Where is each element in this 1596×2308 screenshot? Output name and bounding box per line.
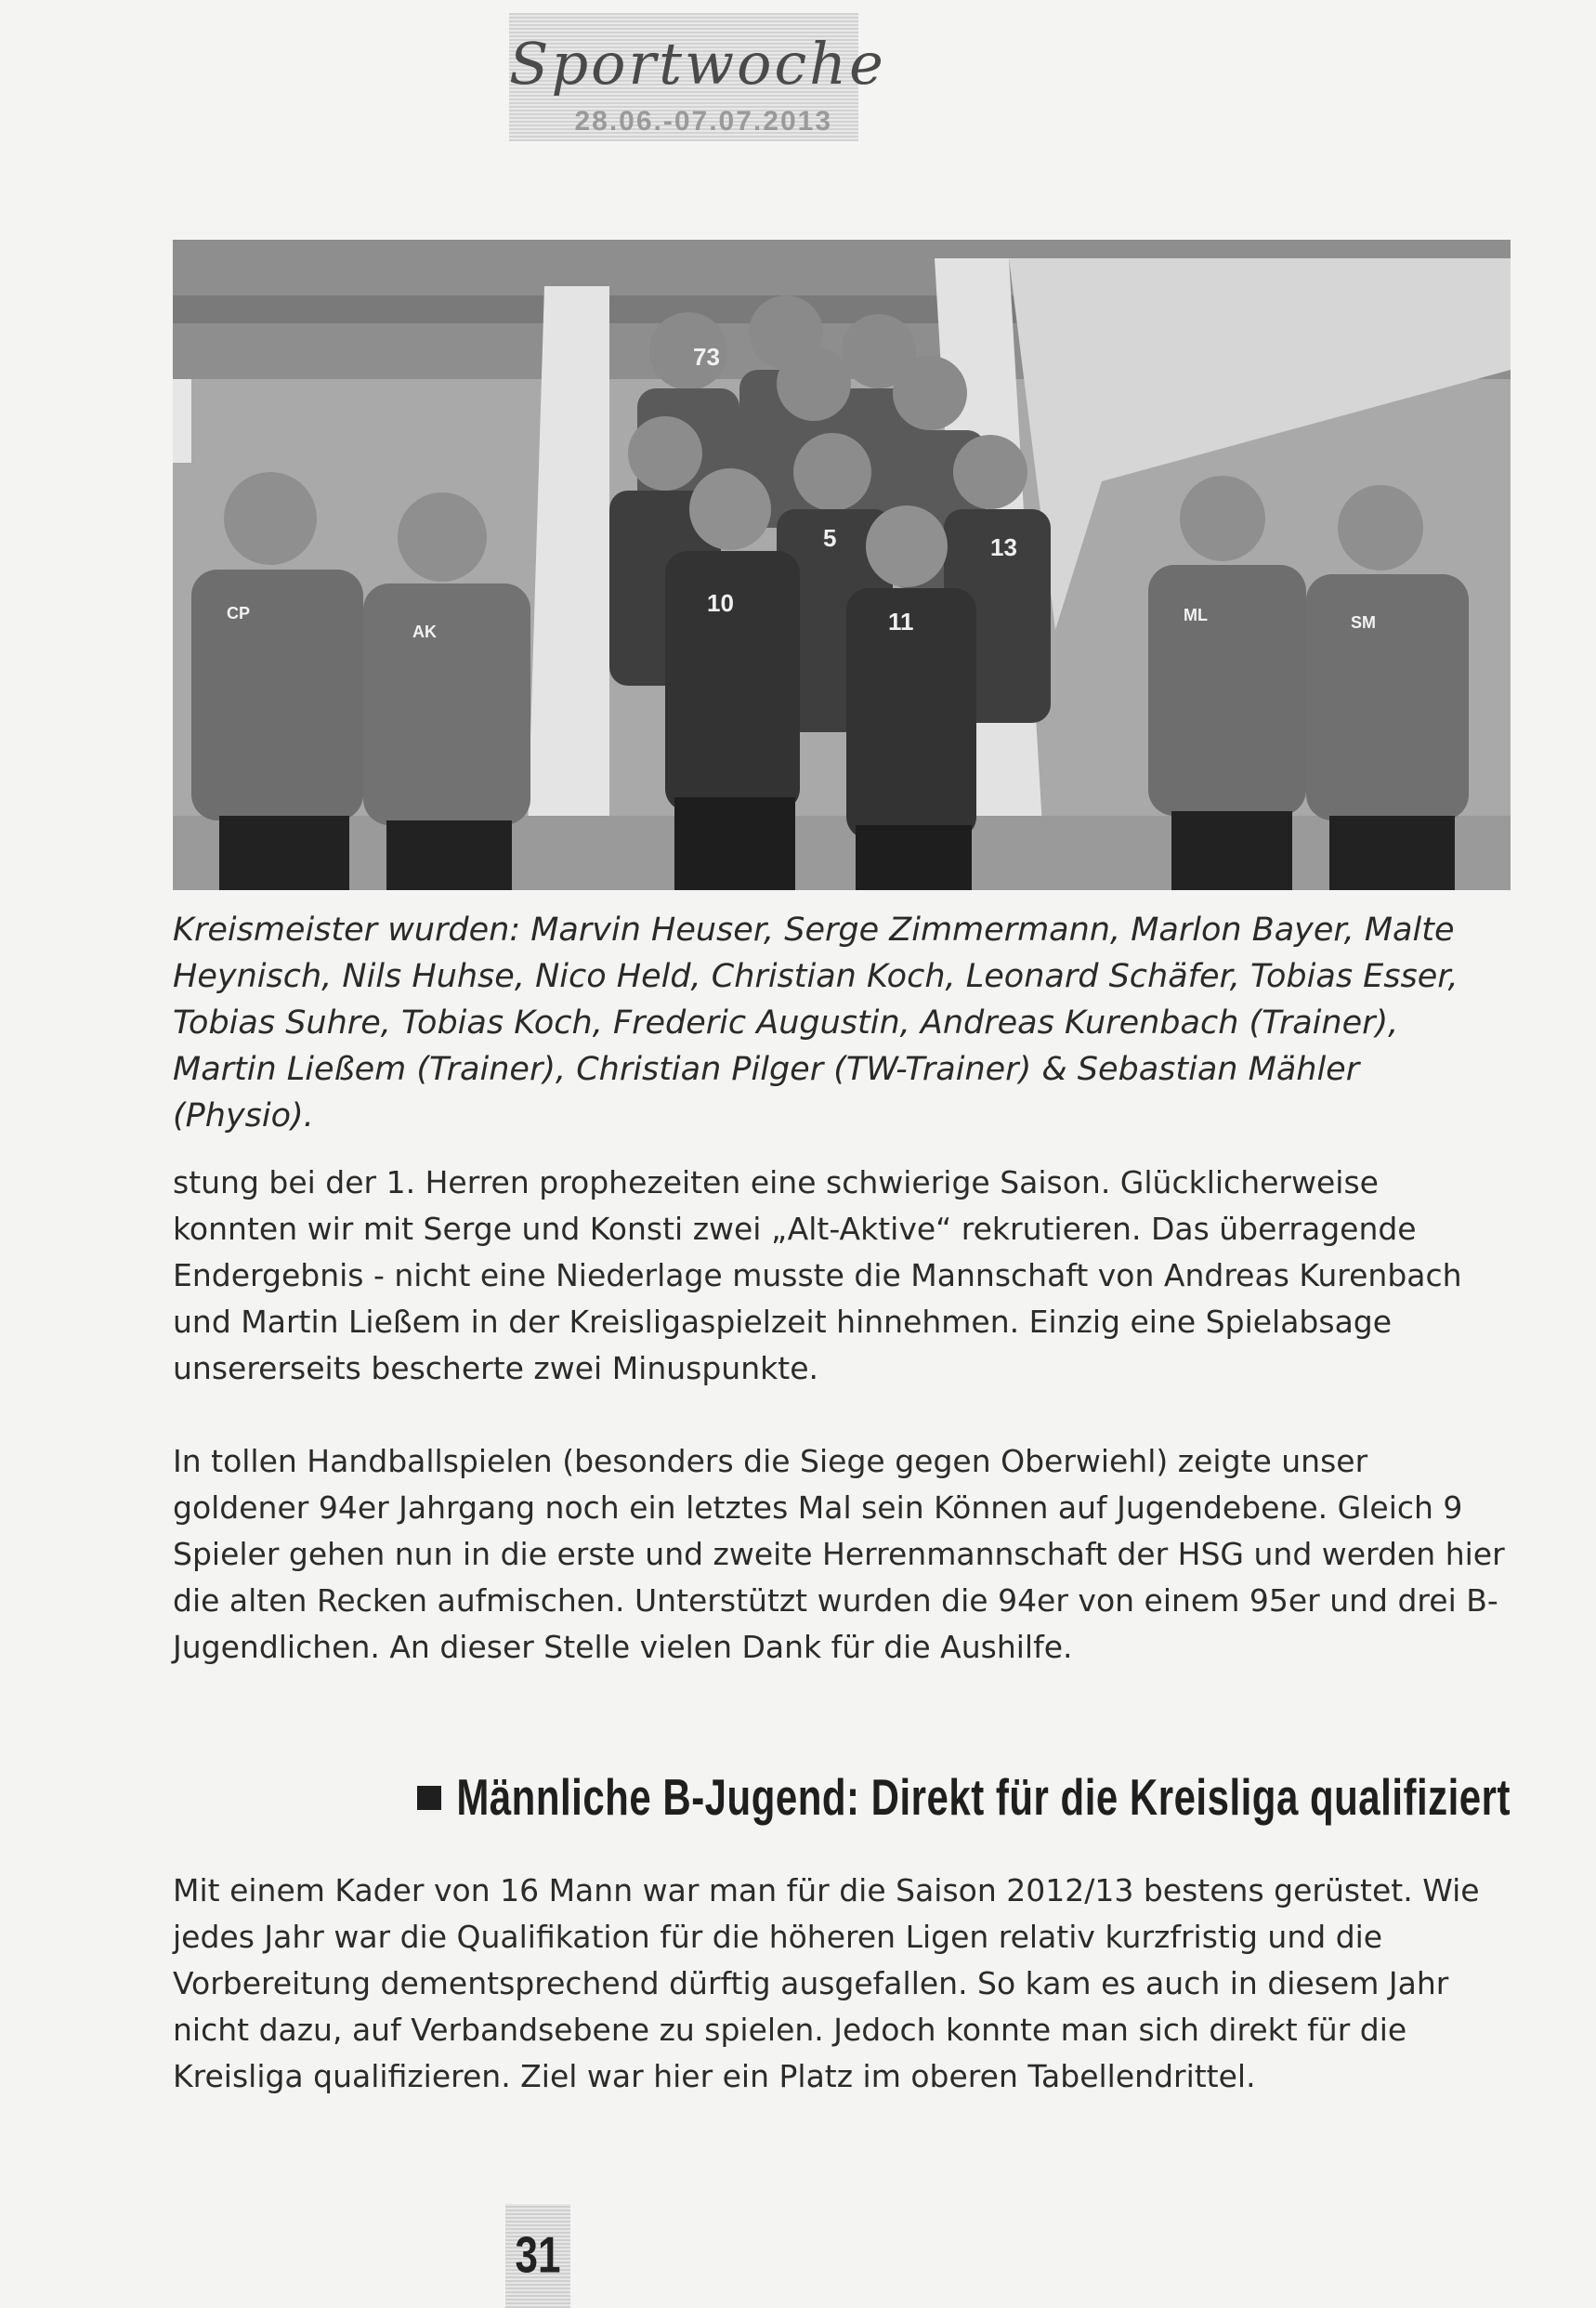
square-bullet-icon xyxy=(417,1786,441,1810)
shirt-initials-ml: ML xyxy=(1184,606,1208,624)
team-photo-illustration xyxy=(173,240,1511,890)
page-number-box xyxy=(505,2204,570,2308)
header-title: Sportwoche xyxy=(509,30,886,98)
header-banner xyxy=(509,13,886,141)
body-paragraph: In tollen Handballspielen (besonders die Siege gegen Oberwiehl) zeigte unser goldener 94er Jahrgang noch ein letztes Mal sein Können auf Jugendebene. Gleich 9 Spieler gehen nun in die erste und zweite Herrenmannschaft der HSG und werden hier die alten Recken aufmischen. Unterstützt wurden die 94er von einem 95er und drei B-Jugendlichen. An dieser Stelle vielen Dank für die Aushilfe. xyxy=(173,1443,1505,1665)
team-photo xyxy=(173,240,1511,890)
jersey-number-11: 11 xyxy=(888,608,914,636)
jersey-number-13: 13 xyxy=(990,533,1017,561)
jersey-number-10: 10 xyxy=(707,589,734,617)
section-paragraph: Mit einem Kader von 16 Mann war man für die Saison 2012/13 bestens gerüstet. Wie jedes Jahr war die Qualifikation für die höheren Ligen relativ kurzfristig und die Vorbereitung dementsprechend dürftig ausgefallen. So kam es auch in diesem Jahr nicht dazu, auf Verbandsebene zu spielen. Jedoch konnte man sich direkt für die Kreisliga qualifizieren. Ziel war hier ein Platz im oberen Tabellendrittel. xyxy=(173,1872,1480,2094)
jersey-number-73: 73 xyxy=(693,343,720,371)
shirt-initials-ak: AK xyxy=(412,623,437,641)
photo-caption: Kreismeister wurden: Marvin Heuser, Serge Zimmermann, Marlon Bayer, Malte Heynisch, Nils Huhse, Nico Held, Christian Koch, Leonard Schäfer, Tobias Esser, Tobias Suhre, Tobias Koch, Frederic Augustin, Andreas Kurenbach (Trainer), Martin Ließem (Trainer), Christian Pilger (TW-Trainer) & Sebastian Mähler (Physio). xyxy=(173,911,1459,1134)
shirt-initials-cp: CP xyxy=(227,604,251,623)
section-heading xyxy=(417,1765,1511,1830)
shirt-initials-sm: SM xyxy=(1351,613,1376,632)
page-number: 31 xyxy=(515,2226,561,2284)
section-heading-text: Männliche B-Jugend: Direkt für die Kreisliga qualifiziert xyxy=(456,1768,1511,1826)
body-paragraph: stung bei der 1. Herren prophezeiten eine schwierige Saison. Glücklicherweise konnten wir mit Serge und Konsti zwei „Alt-Aktive“ rekrutieren. Das überragende Endergebnis - nicht eine Niederlage musste die Mannschaft von Andreas Kurenbach und Martin Ließem in der Kreisligaspielzeit hinnehmen. Einzig eine Spielabsage unsererseits bescherte zwei Minuspunkte. xyxy=(173,1164,1462,1386)
header-date: 28.06.-07.07.2013 xyxy=(574,106,832,137)
jersey-number-5: 5 xyxy=(823,524,837,552)
